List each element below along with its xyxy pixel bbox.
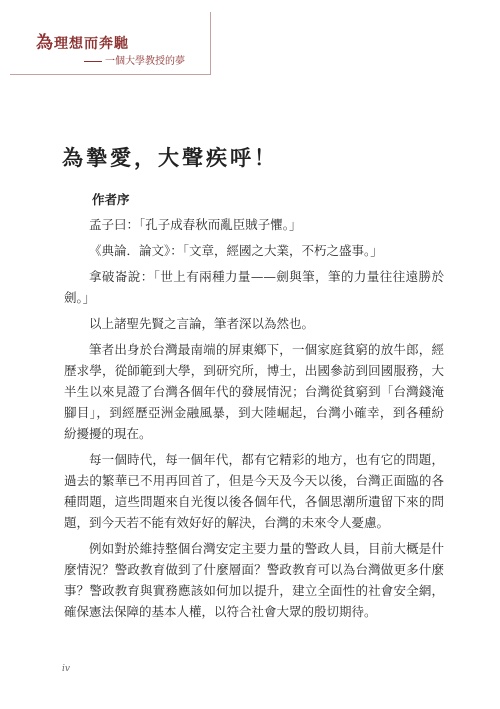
- subtitle-dash: [84, 61, 102, 62]
- page-number: iv: [62, 664, 70, 674]
- paragraph: 拿破崙說：「世上有兩種力量——劍與筆，筆的力量往往遠勝於劍。」: [64, 269, 444, 305]
- paragraph: 每一個時代，每一個年代，都有它精彩的地方，也有它的問題，過去的繁華已不用再回首了，但是今天及今天以後，台灣正面臨的各種問題，這些問題來自光復以後各個年代，各個思潮所遺留下來的問題，到今天若不能有效好好的解決，台灣的未來令人憂慮。: [64, 452, 444, 530]
- paragraph: 以上諸聖先賢之言論，筆者深以為然也。: [89, 316, 315, 331]
- series-title: [36, 28, 129, 53]
- paragraph: 例如對於維持整個台灣安定主要力量的警政人員，目前大概是什麼情況？警政教育做到了什麼層面？警政教育可以為台灣做更多什麼事？警政教育與實務應該如何加以提升，建立全面性的社會安全網，確保憲法保障的基本人權，以符合社會大眾的殷切期待。: [64, 541, 444, 619]
- author-label: 作者序: [92, 192, 130, 207]
- series-subtitle: [84, 52, 185, 67]
- body-text: [64, 214, 444, 627]
- series-title-lead: 為: [36, 33, 54, 53]
- paragraph: 《典論．論文》：「文章，經國之大業，不朽之盛事。」: [89, 243, 383, 258]
- series-title-rest: 理想而奔馳: [54, 36, 129, 52]
- series-subtitle-text: 一個大學教授的夢: [105, 56, 185, 67]
- paragraph: 孟子曰：「孔子成春秋而亂臣賊子懼。」: [89, 217, 302, 232]
- paragraph: 筆者出身於台灣最南端的屏東鄉下，一個家庭貧窮的放牛郎，經歷求學，從師範到大學，到研究所，博士，出國參訪到回國服務，大半生以來見證了台灣各個年代的發展情況；台灣從貧窮到「台灣錢淹腳目」，到經歷亞洲金融風暴，到大陸崛起，台灣小確幸，到各種紛紛擾擾的現在。: [64, 342, 444, 441]
- chapter-title: 為摯愛，大聲疾呼！: [62, 145, 278, 170]
